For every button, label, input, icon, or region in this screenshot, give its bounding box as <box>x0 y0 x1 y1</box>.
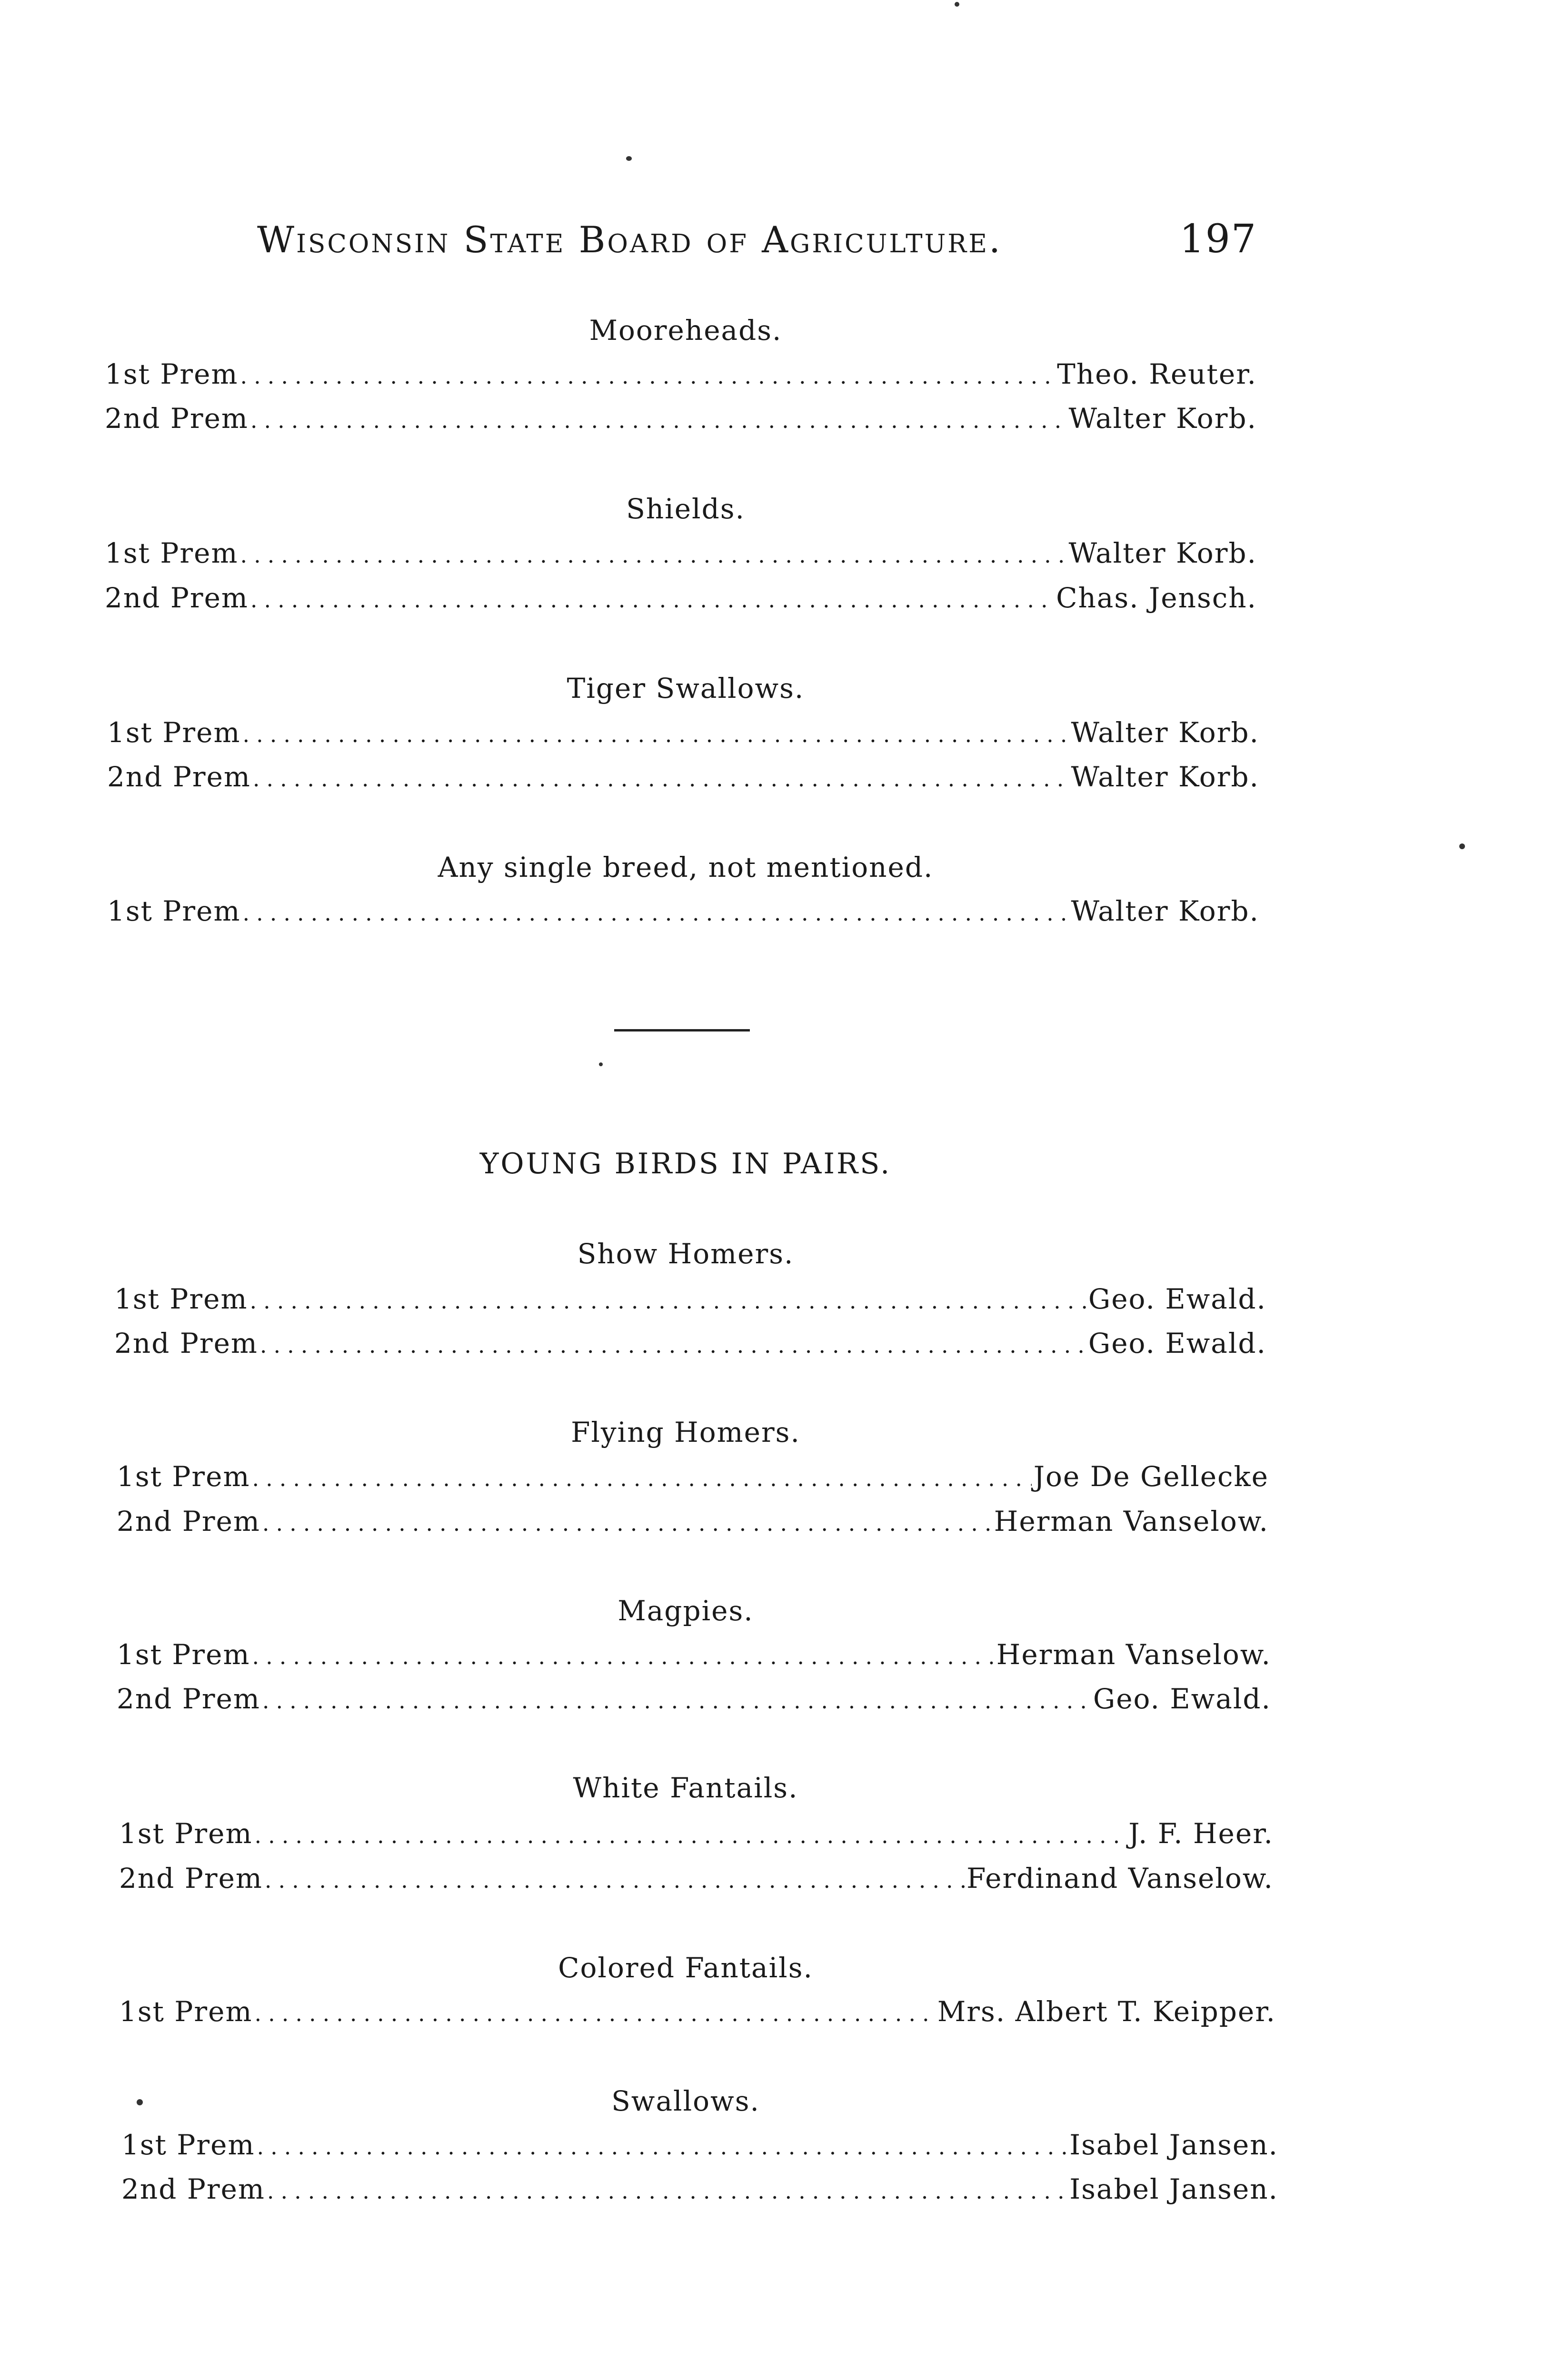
premium-row <box>105 537 1257 570</box>
premium-place: 1st Prem <box>105 537 239 569</box>
dot-leader <box>265 1867 965 1893</box>
premium-place: 2nd Prem <box>114 1327 258 1359</box>
dot-leader <box>252 1466 1031 1491</box>
premium-place: 1st Prem <box>121 2129 255 2161</box>
dot-leader <box>253 766 1069 792</box>
section-heading: Any single breed, not mentioned. <box>438 851 934 883</box>
winner-name: Isabel Jansen. <box>1069 2129 1278 2161</box>
section-title: YOUNG BIRDS IN PAIRS. <box>479 1147 892 1180</box>
page-header <box>257 217 1257 264</box>
scan-speck <box>1459 843 1465 849</box>
premium-place: 1st Prem <box>117 1638 250 1671</box>
premium-row <box>121 2173 1278 2206</box>
premium-place: 2nd Prem <box>105 582 249 614</box>
winner-name: Geo. Ewald. <box>1088 1327 1266 1359</box>
scan-speck <box>599 1062 603 1066</box>
dot-leader <box>249 1288 1086 1314</box>
premium-place: 2nd Prem <box>105 402 249 435</box>
premium-place: 2nd Prem <box>121 2173 265 2205</box>
winner-name: Joe De Gellecke <box>1033 1460 1269 1493</box>
dot-leader <box>242 722 1069 747</box>
premium-row <box>114 1283 1266 1316</box>
premium-place: 2nd Prem <box>117 1505 260 1537</box>
winner-name: Isabel Jansen. <box>1069 2173 1278 2205</box>
winner-name: Walter Korb. <box>1071 895 1259 927</box>
premium-row <box>117 1638 1271 1672</box>
winner-name: Walter Korb. <box>1071 716 1259 749</box>
premium-row <box>105 358 1257 391</box>
premium-row <box>114 1327 1266 1360</box>
premium-place: 1st Prem <box>107 716 241 749</box>
premium-place: 1st Prem <box>119 1995 253 2028</box>
scan-speck <box>137 2099 143 2105</box>
section-heading: Show Homers. <box>577 1238 794 1270</box>
winner-name: Mrs. Albert T. Keipper. <box>937 1995 1276 2028</box>
section-heading: Colored Fantails. <box>558 1952 813 1984</box>
premium-place: 1st Prem <box>117 1460 250 1493</box>
dot-leader <box>250 407 1067 433</box>
premium-place: 1st Prem <box>114 1283 248 1315</box>
dot-leader <box>240 363 1055 389</box>
premium-row <box>107 716 1259 750</box>
premium-row <box>105 582 1257 615</box>
premium-row <box>117 1505 1269 1538</box>
premium-row <box>107 895 1259 928</box>
dot-leader <box>257 2134 1067 2160</box>
winner-name: J. F. Heer. <box>1128 1817 1274 1850</box>
winner-name: Walter Korb. <box>1071 761 1259 793</box>
dot-leader <box>262 1510 992 1536</box>
section-heading: Shields. <box>626 493 745 525</box>
premium-place: 1st Prem <box>119 1817 253 1850</box>
scan-speck <box>955 2 959 7</box>
winner-name: Herman Vanselow. <box>994 1505 1269 1537</box>
winner-name: Walter Korb. <box>1068 402 1257 435</box>
premium-place: 2nd Prem <box>117 1683 260 1715</box>
section-heading: Swallows. <box>611 2085 760 2117</box>
dot-leader <box>254 1823 1126 1848</box>
section-heading: Mooreheads. <box>589 314 782 347</box>
section-heading: Flying Homers. <box>571 1416 800 1448</box>
winner-name: Chas. Jensch. <box>1056 582 1257 614</box>
dot-leader <box>267 2178 1067 2204</box>
premium-row <box>117 1460 1269 1494</box>
dot-leader <box>252 1644 994 1669</box>
dot-leader <box>262 1688 1091 1714</box>
section-heading: Tiger Swallows. <box>567 672 805 704</box>
premium-row <box>117 1683 1271 1716</box>
dot-leader <box>250 587 1054 613</box>
premium-row <box>107 761 1259 794</box>
section-heading: Magpies. <box>618 1595 754 1627</box>
dot-leader <box>254 2001 935 2026</box>
premium-place: 1st Prem <box>107 895 241 927</box>
winner-name: Geo. Ewald. <box>1088 1283 1266 1315</box>
premium-place: 2nd Prem <box>107 761 251 793</box>
winner-name: Theo. Reuter. <box>1057 358 1257 390</box>
winner-name: Ferdinand Vanselow. <box>966 1862 1274 1894</box>
section-heading: White Fantails. <box>573 1772 798 1804</box>
winner-name: Geo. Ewald. <box>1093 1683 1271 1715</box>
premium-place: 2nd Prem <box>119 1862 263 1894</box>
page-number: 197 <box>1179 217 1257 262</box>
section-divider <box>614 1029 750 1031</box>
running-title: Wisconsin State Board of Agriculture. <box>257 218 1003 261</box>
premium-row <box>121 2129 1278 2162</box>
premium-row <box>119 1817 1274 1851</box>
dot-leader <box>242 900 1069 926</box>
winner-name: Walter Korb. <box>1068 537 1257 569</box>
dot-leader <box>260 1332 1086 1358</box>
scan-speck <box>626 156 632 161</box>
premium-row <box>105 402 1257 436</box>
dot-leader <box>240 542 1066 568</box>
premium-row <box>119 1862 1274 1895</box>
premium-row <box>119 1995 1276 2029</box>
premium-place: 1st Prem <box>105 358 239 390</box>
winner-name: Herman Vanselow. <box>996 1638 1271 1671</box>
